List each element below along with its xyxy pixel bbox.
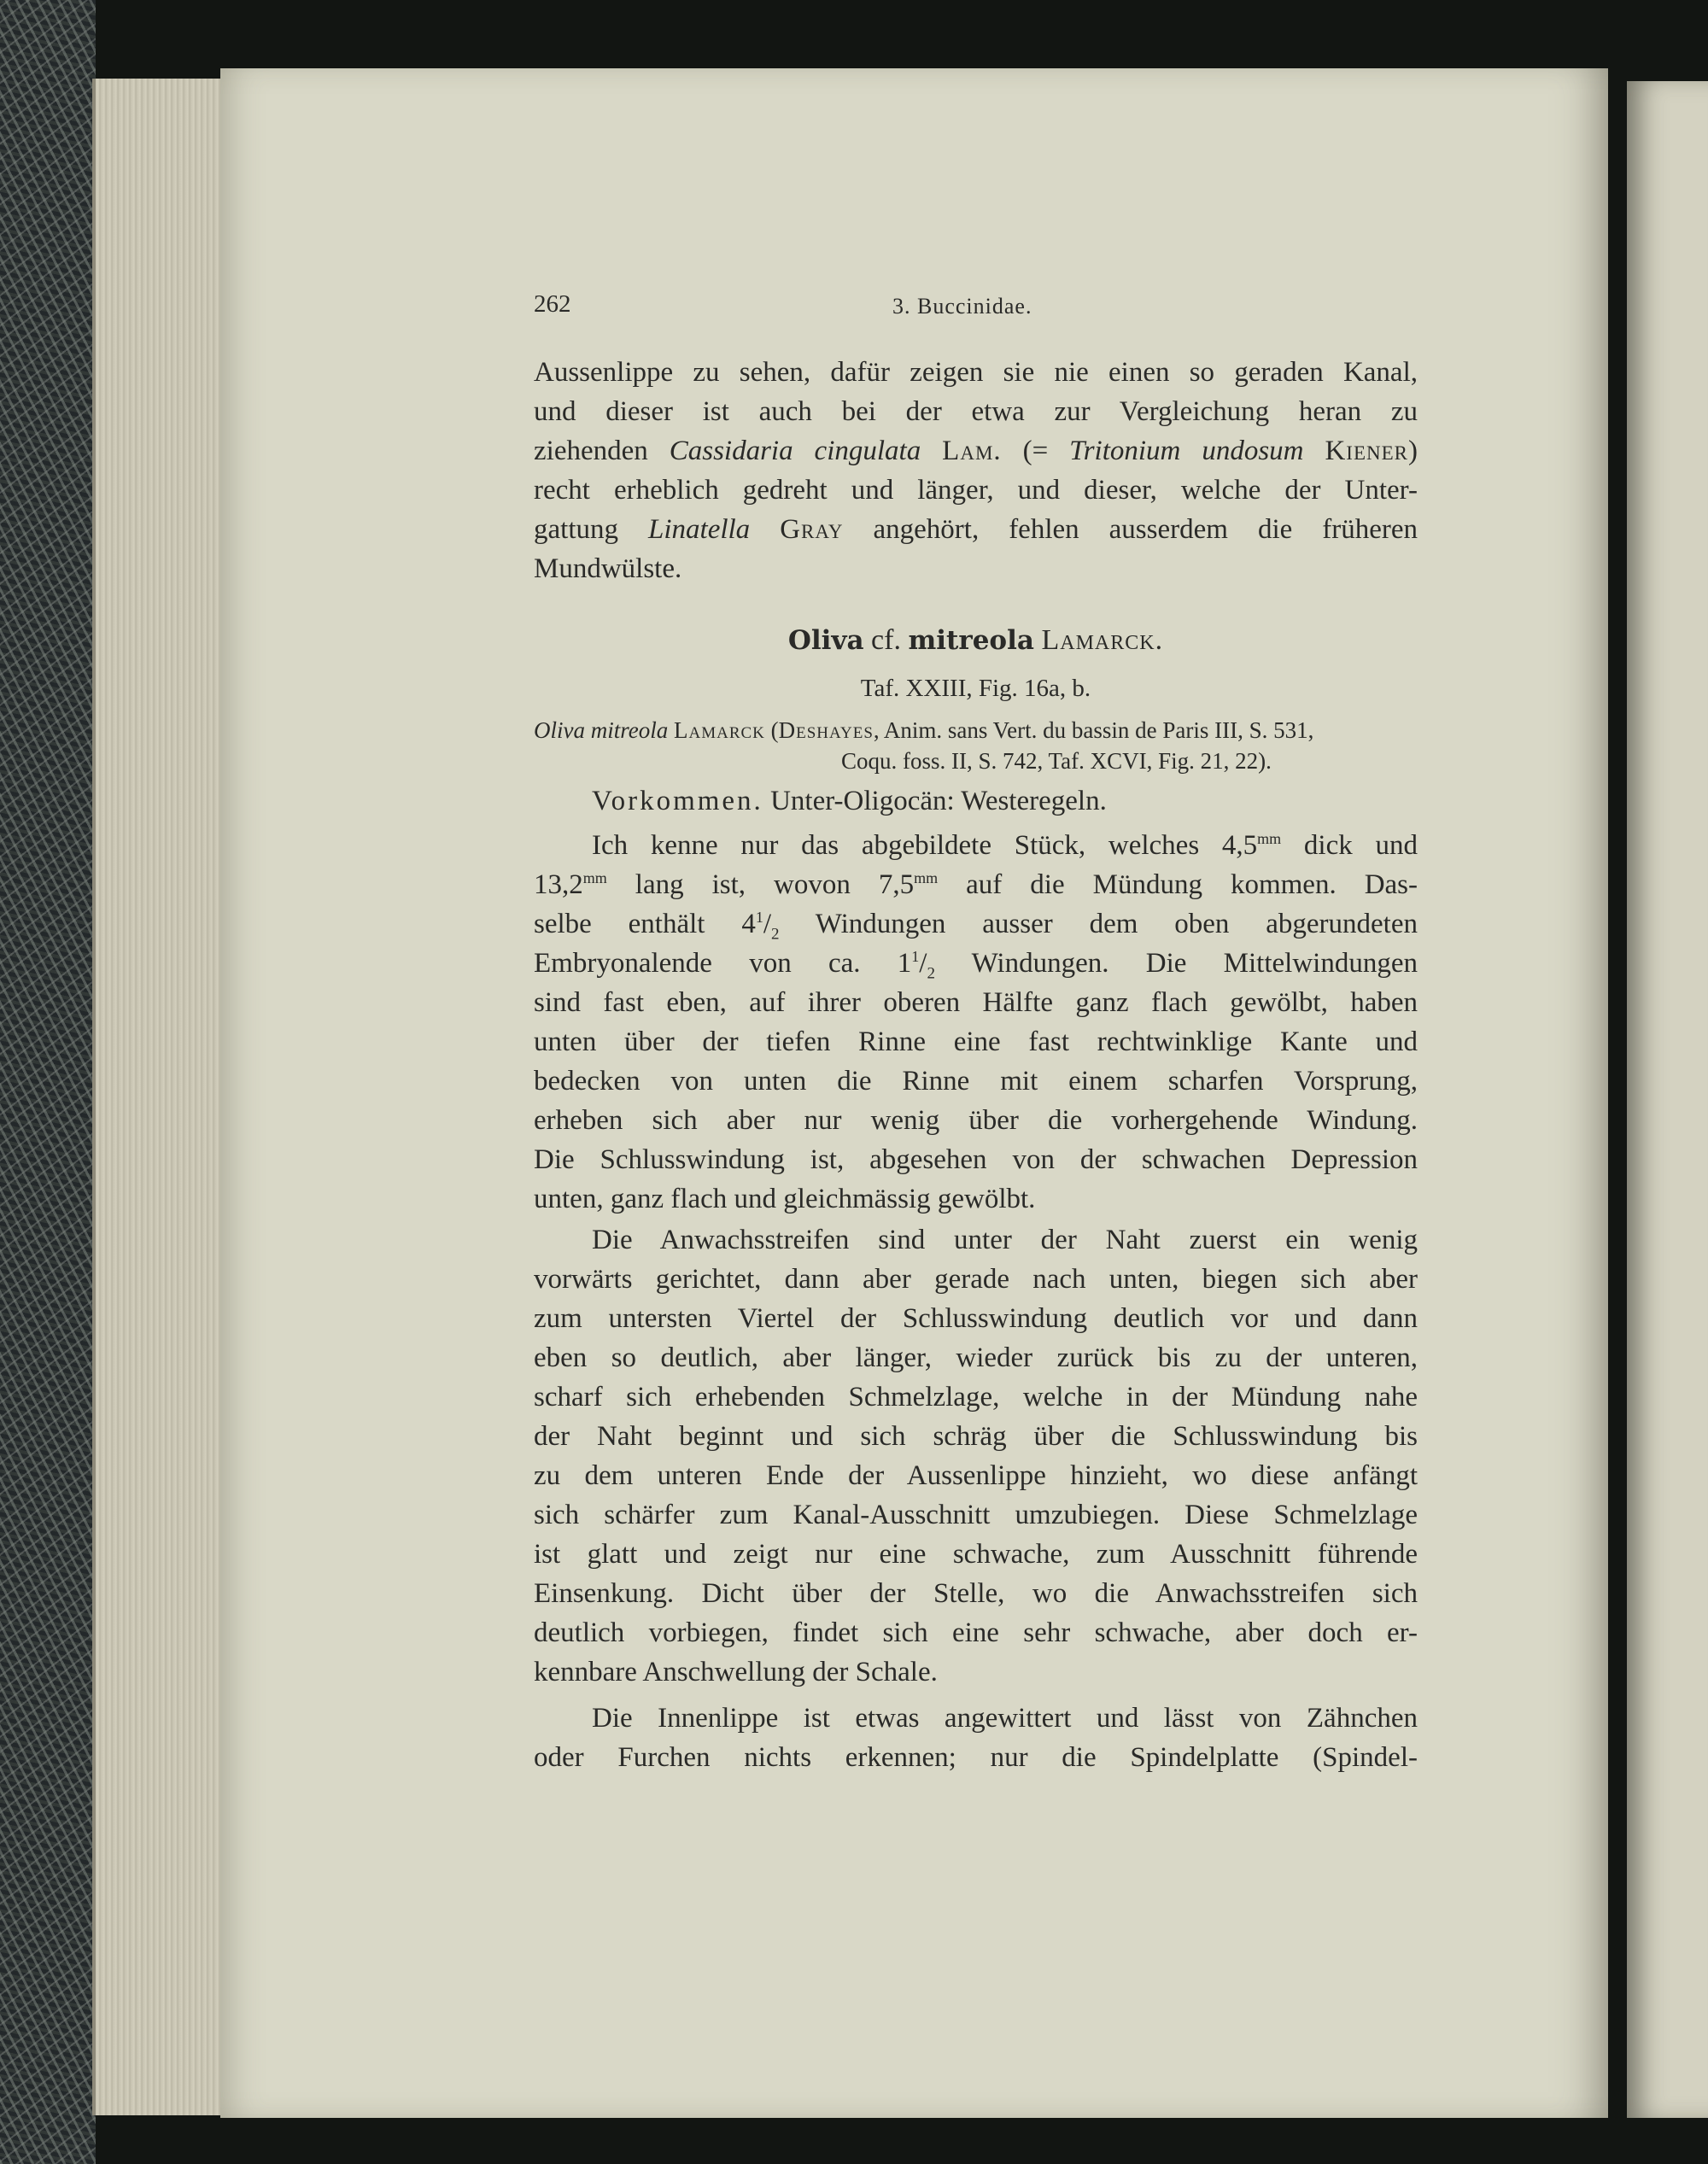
text-line: kennbare Anschwellung der Schale. [534, 1657, 938, 1687]
text-line: Einsenkung. Dicht über der Stelle, wo die Anwachsstreifen sich [534, 1578, 1418, 1609]
text-line: Embryonalende von ca. $1^1/_2$ Windungen. Die Mittelwindungen [534, 948, 1418, 983]
text-line: ist glatt und zeigt nur eine schwache, zum Ausschnitt führende [534, 1539, 1418, 1570]
page-number: 262 [534, 290, 571, 318]
author-name: Lam. [942, 436, 1002, 466]
text-line: Die Innenlippe ist etwas angewittert und lässt von Zähnchen [592, 1703, 1418, 1734]
author-name: Gray [780, 514, 844, 545]
text-line: erheben sich aber nur wenig über die vorhergehende Windung. [534, 1105, 1418, 1136]
text-line: sind fast eben, auf ihrer oberen Hälfte ganz flach gewölbt, haben [534, 987, 1418, 1018]
author-name: Kiener [1325, 436, 1409, 466]
text-line: $13,2^{mm}$ lang ist, wovon $7,5^{mm}$ auf die Mündung kommen. Das- [534, 869, 1418, 900]
plate-reference: Taf. XXIII, Fig. 16a, b. [860, 675, 1091, 702]
species-heading: Oliva cf. mitreola Lamarck. [787, 624, 1164, 656]
genus-name: Linatella [648, 514, 751, 545]
text-line: eben so deutlich, aber länger, wieder zurück bis zu der unteren, [534, 1342, 1418, 1373]
text-line: Die Schlusswindung ist, abgesehen von der schwachen Depression [534, 1144, 1418, 1175]
text-line: unten, ganz flach und gleichmässig gewölbt. [534, 1184, 1036, 1214]
text-line: der Naht beginnt und sich schräg über die Schlusswindung bis [534, 1421, 1418, 1452]
text-line: und dieser ist auch bei der etwa zur Vergleichung heran zu [534, 396, 1418, 427]
running-head: 3. Buccinidae. [892, 294, 1032, 319]
facing-page [1627, 81, 1708, 2118]
text-line: unten über der tiefen Rinne eine fast rechtwinklige Kante und [534, 1026, 1418, 1057]
occurrence-label: Vorkommen. [592, 786, 763, 816]
text-line: Aussenlippe zu sehen, dafür zeigen sie nie einen so geraden Kanal, [534, 357, 1418, 388]
text-line: oder Furchen nichts erkennen; nur die Spindelplatte (Spindel- [534, 1742, 1418, 1773]
text-line: selbe enthält $4^1/_2$ Windungen ausser dem oben abgerundeten [534, 909, 1418, 944]
text-line: Die Anwachsstreifen sind unter der Naht zuerst ein wenig [592, 1225, 1418, 1255]
page-header [534, 290, 1418, 333]
species-name: Tritonium undosum [1069, 436, 1304, 466]
text-line: bedecken von unten die Rinne mit einem scharfen Vorsprung, [534, 1066, 1418, 1097]
synonymy-reference: Oliva mitreola Lamarck (Deshayes, Anim. sans Vert. du bassin de Paris III, S. 531, [534, 717, 1314, 743]
text-line: sich schärfer zum Kanal-Ausschnitt umzubiegen. Diese Schmelzlage [534, 1500, 1418, 1530]
text-line: Mundwülste. [534, 553, 682, 584]
text-line: ziehenden Cassidaria cingulata Lam. (= Tritonium undosum Kiener) [534, 436, 1418, 466]
text-line: scharf sich erhebenden Schmelzlage, welche in der Mündung nahe [534, 1382, 1418, 1412]
text-line: zu dem unteren Ende der Aussenlippe hinzieht, wo diese anfängt [534, 1460, 1418, 1491]
book-binding [0, 0, 96, 2164]
text-line: deutlich vorbiegen, findet sich eine sehr schwache, aber doch er- [534, 1617, 1418, 1648]
text-line: zum untersten Viertel der Schlusswindung deutlich vor und dann [534, 1303, 1418, 1334]
text-line: Ich kenne nur das abgebildete Stück, welches $4,5^{mm}$ dick und [592, 830, 1418, 861]
synonymy-reference-cont: Coqu. foss. II, S. 742, Taf. XCVI, Fig. 21, 22). [841, 748, 1272, 774]
author-name: Lamarck. [1041, 624, 1164, 656]
species-name: Cassidaria cingulata [669, 436, 921, 466]
occurrence-line: Vorkommen. Unter-Oligocän: Westeregeln. [592, 786, 1107, 816]
text-line: gattung Linatella Gray angehört, fehlen ausserdem die früheren [534, 514, 1418, 545]
text-line: vorwärts gerichtet, dann aber gerade nach unten, biegen sich aber [534, 1264, 1418, 1295]
text-line: recht erheblich gedreht und länger, und dieser, welche der Unter- [534, 475, 1418, 506]
